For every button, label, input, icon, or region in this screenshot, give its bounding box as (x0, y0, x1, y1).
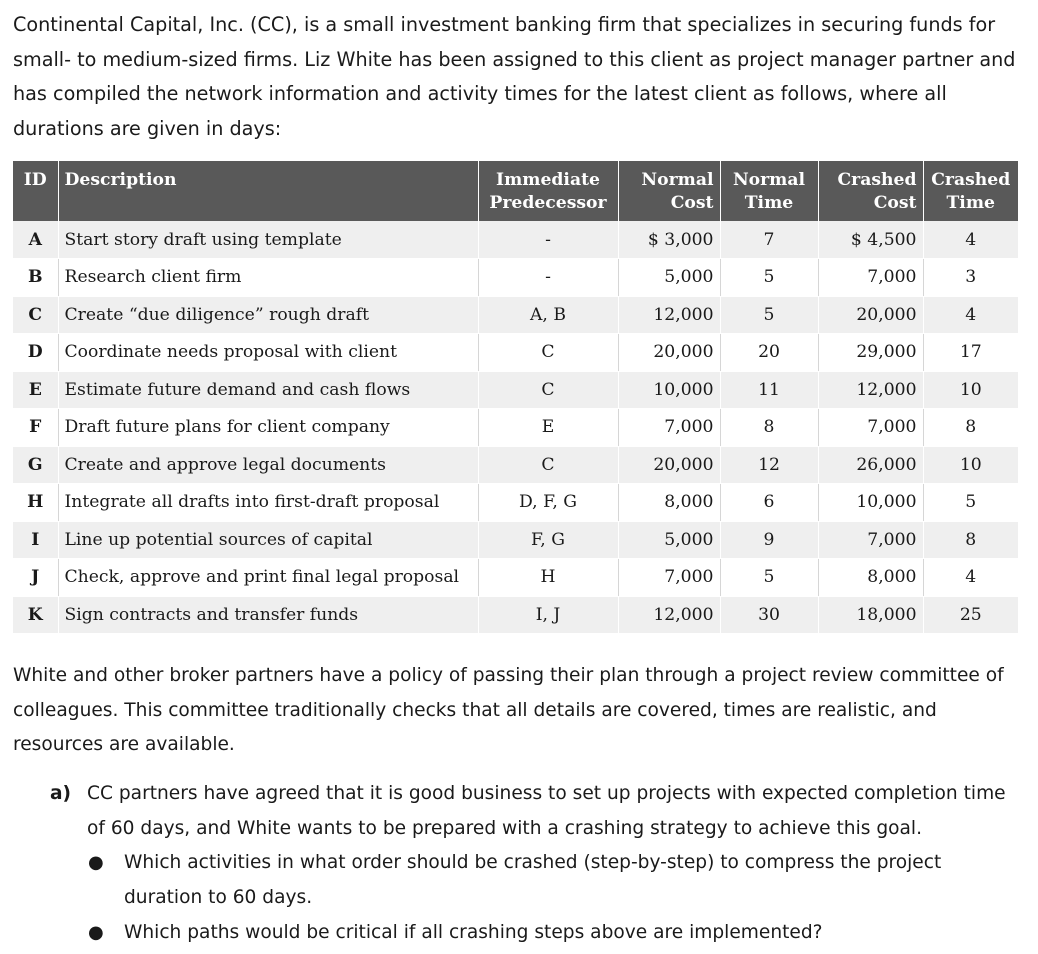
cell-normal-time: 6 (720, 484, 818, 522)
cell-predecessor: D, F, G (478, 484, 618, 522)
cell-id: K (13, 596, 58, 634)
cell-id: B (13, 259, 58, 297)
cell-description: Draft future plans for client company (58, 409, 478, 447)
table-row (13, 334, 1018, 372)
cell-predecessor: E (478, 409, 618, 447)
cell-crashed-cost: 20,000 (818, 296, 923, 334)
cell-description: Start story draft using template (58, 221, 478, 259)
bullet-item (88, 846, 1010, 915)
cell-id: E (13, 371, 58, 409)
cell-predecessor: F, G (478, 521, 618, 559)
cell-description: Create and approve legal documents (58, 446, 478, 484)
bullet-item (88, 916, 1010, 951)
cell-normal-cost: 7,000 (618, 559, 720, 597)
table-header-row (13, 161, 1018, 221)
cell-id: I (13, 521, 58, 559)
cell-normal-cost: 5,000 (618, 521, 720, 559)
cell-description: Coordinate needs proposal with client (58, 334, 478, 372)
bullet-text: Which activities in what order should be crashed (step-by-step) to compress the project duration to 60 days. (124, 852, 942, 909)
cell-normal-cost: 12,000 (618, 296, 720, 334)
table-row (13, 409, 1018, 447)
cell-normal-time: 30 (720, 596, 818, 634)
cell-predecessor: C (478, 446, 618, 484)
cell-normal-cost: 7,000 (618, 409, 720, 447)
cell-description: Sign contracts and transfer funds (58, 596, 478, 634)
cell-crashed-time: 4 (923, 221, 1018, 259)
cell-predecessor: C (478, 371, 618, 409)
bullet-text: Which paths would be critical if all crashing steps above are implemented? (124, 921, 823, 943)
cell-id: H (13, 484, 58, 522)
cell-description: Integrate all drafts into first-draft proposal (58, 484, 478, 522)
cell-crashed-time: 4 (923, 559, 1018, 597)
cell-description: Estimate future demand and cash flows (58, 371, 478, 409)
question-a (50, 777, 1010, 951)
cell-normal-time: 20 (720, 334, 818, 372)
cell-normal-time: 5 (720, 259, 818, 297)
cell-crashed-cost: 10,000 (818, 484, 923, 522)
cell-crashed-cost: 8,000 (818, 559, 923, 597)
header-crashed-time: Crashed Time (923, 161, 1018, 221)
cell-crashed-cost: 18,000 (818, 596, 923, 634)
question-label: a) (50, 783, 72, 804)
cell-id: F (13, 409, 58, 447)
bullet-icon: ● (88, 921, 104, 943)
cell-predecessor: - (478, 259, 618, 297)
cell-crashed-cost: 12,000 (818, 371, 923, 409)
cell-predecessor: I, J (478, 596, 618, 634)
cell-normal-time: 9 (720, 521, 818, 559)
cell-normal-time: 12 (720, 446, 818, 484)
cell-normal-cost: 20,000 (618, 334, 720, 372)
table-row (13, 446, 1018, 484)
bullet-icon: ● (88, 852, 104, 874)
question-text: CC partners have agreed that it is good business to set up projects with expected completion time of 60 days, and White wants to be prepared with a crashing strategy to achieve this goal. (87, 783, 1006, 839)
table-row (13, 296, 1018, 334)
cell-normal-cost: 20,000 (618, 446, 720, 484)
intro-paragraph: Continental Capital, Inc. (CC), is a small investment banking firm that specializes in securing funds for small- to medium-sized firms. Liz White has been assigned to this client as project manager partner and has compiled the network information and activity times for the latest client as follows, where all durations are given in days: (13, 13, 1016, 140)
cell-crashed-time: 25 (923, 596, 1018, 634)
cell-description: Research client firm (58, 259, 478, 297)
header-normal-time: Normal Time (720, 161, 818, 221)
table-row (13, 596, 1018, 634)
cell-normal-cost: 12,000 (618, 596, 720, 634)
cell-crashed-cost: 26,000 (818, 446, 923, 484)
cell-crashed-time: 8 (923, 409, 1018, 447)
cell-crashed-time: 10 (923, 446, 1018, 484)
cell-crashed-time: 17 (923, 334, 1018, 372)
header-id: ID (13, 161, 58, 221)
cell-normal-time: 7 (720, 221, 818, 259)
cell-crashed-cost: 7,000 (818, 259, 923, 297)
cell-id: D (13, 334, 58, 372)
cell-normal-cost: $ 3,000 (618, 221, 720, 259)
cell-id: J (13, 559, 58, 597)
header-predecessor: Immediate Predecessor (478, 161, 618, 221)
cell-normal-cost: 8,000 (618, 484, 720, 522)
table-row (13, 484, 1018, 522)
table-row (13, 221, 1018, 259)
cell-crashed-time: 5 (923, 484, 1018, 522)
cell-crashed-time: 3 (923, 259, 1018, 297)
activity-table (13, 161, 1018, 634)
cell-description: Check, approve and print final legal proposal (58, 559, 478, 597)
cell-predecessor: H (478, 559, 618, 597)
cell-crashed-time: 8 (923, 521, 1018, 559)
table-row (13, 559, 1018, 597)
committee-paragraph: White and other broker partners have a policy of passing their plan through a project review committee of colleagues. This committee traditionally checks that all details are covered, times are realistic, and resources are available. (13, 665, 1004, 756)
header-description: Description (58, 161, 478, 221)
cell-predecessor: C (478, 334, 618, 372)
table-row (13, 521, 1018, 559)
cell-description: Create “due diligence” rough draft (58, 296, 478, 334)
cell-predecessor: A, B (478, 296, 618, 334)
cell-crashed-cost: 7,000 (818, 521, 923, 559)
cell-normal-time: 5 (720, 559, 818, 597)
cell-crashed-time: 4 (923, 296, 1018, 334)
cell-crashed-cost: $ 4,500 (818, 221, 923, 259)
cell-normal-time: 8 (720, 409, 818, 447)
cell-id: A (13, 221, 58, 259)
table-row (13, 371, 1018, 409)
cell-crashed-time: 10 (923, 371, 1018, 409)
cell-normal-cost: 10,000 (618, 371, 720, 409)
cell-crashed-cost: 29,000 (818, 334, 923, 372)
cell-id: G (13, 446, 58, 484)
cell-crashed-cost: 7,000 (818, 409, 923, 447)
cell-id: C (13, 296, 58, 334)
cell-normal-time: 5 (720, 296, 818, 334)
table-row (13, 259, 1018, 297)
cell-normal-time: 11 (720, 371, 818, 409)
header-crashed-cost: Crashed Cost (818, 161, 923, 221)
cell-normal-cost: 5,000 (618, 259, 720, 297)
cell-description: Line up potential sources of capital (58, 521, 478, 559)
header-normal-cost: Normal Cost (618, 161, 720, 221)
cell-predecessor: - (478, 221, 618, 259)
